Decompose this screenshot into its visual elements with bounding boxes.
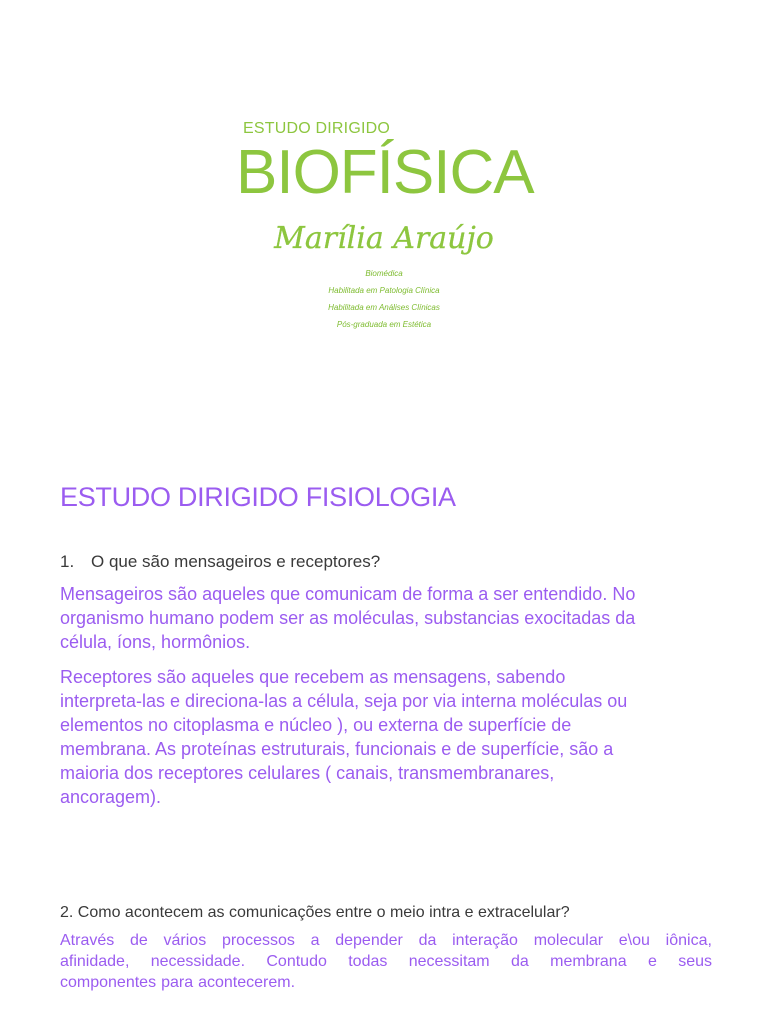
answer-word: iônica, — [665, 932, 712, 949]
answer-word: Contudo — [266, 953, 327, 970]
credential-line: Habilitada em Análises Clínicas — [328, 303, 440, 312]
answer-word: afinidade, — [60, 953, 130, 970]
answer-line: membrana. As proteínas estruturais, funcionais e de superfície, são a — [60, 739, 614, 759]
answer-1-paragraph-1 — [60, 582, 720, 654]
answer-word: da — [418, 932, 437, 949]
credential-line: Habilitada em Patologia Clínica — [328, 286, 440, 295]
answer-line: maioria dos receptores celulares ( canais, transmembranares, — [60, 763, 555, 783]
question-text: Como acontecem as comunicações entre o meio intra e extracelular? — [77, 904, 570, 921]
answer-word: e\ou — [618, 932, 650, 949]
answer-word: membrana — [550, 953, 627, 970]
answer-line: Mensageiros são aqueles que comunicam de forma a ser entendido. No — [60, 584, 636, 604]
answer-word: necessitam — [408, 953, 490, 970]
author-credentials — [234, 265, 534, 333]
answer-line — [60, 951, 712, 972]
credential-line: Biomédica — [365, 269, 403, 278]
answer-word: molecular — [533, 932, 604, 949]
question-number: 2. — [60, 904, 74, 921]
answer-2 — [60, 930, 712, 993]
question-1 — [60, 550, 380, 574]
author-signature-logo — [0, 212, 768, 264]
question-text: O que são mensageiros e receptores? — [91, 552, 381, 571]
answer-line — [60, 930, 712, 951]
answer-word: acontecerem. — [198, 974, 296, 991]
answer-word: seus — [678, 953, 712, 970]
answer-word: necessidade. — [150, 953, 246, 970]
answer-line: Receptores são aqueles que recebem as mensagens, sabendo — [60, 667, 566, 687]
answer-line: interpreta-las e direciona-las a célula, seja por via interna moléculas ou — [60, 691, 628, 711]
answer-word: processos — [221, 932, 295, 949]
answer-line — [60, 972, 712, 993]
answer-word: a — [310, 932, 320, 949]
cover-title: BIOFÍSICA — [236, 138, 534, 207]
answer-word: e — [647, 953, 657, 970]
answer-1-paragraph-2 — [60, 665, 720, 809]
answer-word: interação — [452, 932, 518, 949]
answer-word: componentes — [60, 974, 157, 991]
cover-header — [0, 0, 768, 350]
question-2 — [60, 902, 570, 924]
question-number: 1. — [60, 552, 75, 571]
answer-word: Através — [60, 932, 115, 949]
answer-word: todas — [348, 953, 388, 970]
answer-word: da — [510, 953, 529, 970]
answer-line: organismo humano podem ser as moléculas, substancias exocitadas da — [60, 608, 636, 628]
answer-word: para — [161, 974, 194, 991]
answer-line: elementos no citoplasma e núcleo ), ou externa de superfície de — [60, 715, 572, 735]
answer-line: ancoragem). — [60, 787, 162, 807]
answer-word: de — [129, 932, 148, 949]
author-signature-text: Marília Araújo — [274, 221, 494, 256]
credential-line: Pós-graduada em Estética — [336, 320, 432, 329]
section-title: ESTUDO DIRIGIDO FISIOLOGIA — [60, 482, 456, 512]
cover-kicker: ESTUDO DIRIGIDO — [243, 120, 391, 137]
answer-line: célula, íons, hormônios. — [60, 632, 251, 652]
answer-word: depender — [335, 932, 403, 949]
answer-word: vários — [163, 932, 207, 949]
